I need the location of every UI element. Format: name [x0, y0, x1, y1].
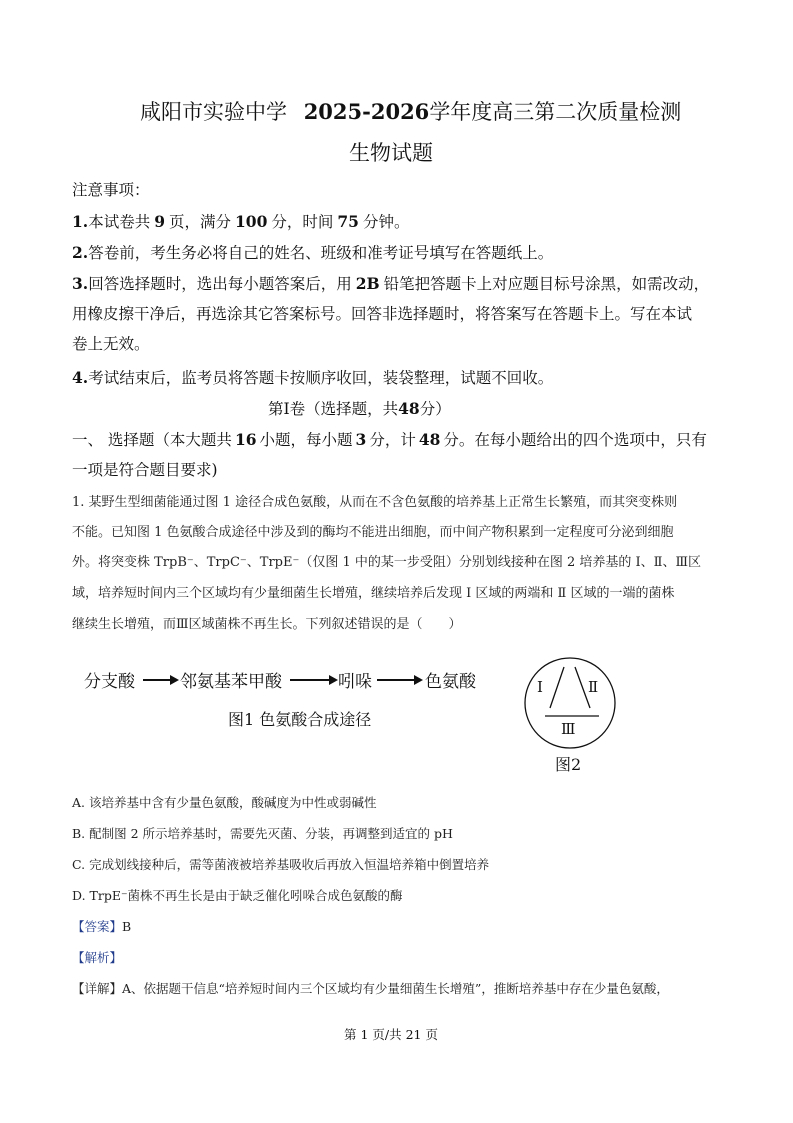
question-1-line-3: 外。将突变株 TrpB⁻、TrpC⁻、TrpE⁻（仅图 1 中的某一步受阻）分别划线接种在图 2 培养基的 Ⅰ、Ⅱ、Ⅲ区: [72, 555, 702, 570]
option-b: B. 配制图 2 所示培养基时，需要先灭菌、分装，再调整到适宜的 pH: [72, 826, 453, 841]
subject-title: 生物试题: [349, 141, 433, 165]
notice-item-4: 4.考试结束后，监考员将答题卡按顺序收回，装袋整理，试题不回收。: [72, 368, 554, 387]
section-instructions: 一、 选择题（本大题共 16 小题，每小题 3 分，计 48 分。在每小题给出的四个选项中，只有: [72, 430, 707, 449]
school-year: 2025-2026: [303, 99, 430, 124]
detail-text: A、依据题干信息“培养短时间内三个区域均有少量细菌生长增殖”，推断培养基中存在少量色氨酸，: [122, 981, 669, 996]
question-1-line-2: 不能。已知图 1 色氨酸合成途径中涉及到的酶均不能进出细胞，而中间产物积累到一定程度可分泌到细胞: [72, 525, 674, 540]
answer-line: [72, 917, 131, 935]
notice-heading: 注意事项：: [72, 181, 150, 199]
figure-2-petri-dish: [513, 650, 631, 750]
notice-item-1: 1.本试卷共 9 页，满分 100 分，时间 75 分钟。: [72, 212, 410, 231]
pathway-arrow-1-head: [170, 675, 179, 685]
pathway-step-4: 色氨酸: [425, 672, 476, 692]
page-footer: 第 1 页/共 21 页: [344, 1027, 438, 1042]
figure-2-caption: 图2: [555, 755, 582, 774]
notice-item-2: 2.答卷前，考生务必将自己的姓名、班级和准考证号填写在答题纸上。: [72, 243, 554, 262]
analysis-label: 【解析】: [72, 950, 123, 965]
zone-label-3: Ⅲ: [561, 720, 576, 738]
school-name: 咸阳市实验中学: [140, 100, 287, 124]
notice-item-3: 3.回答选择题时，选出每小题答案后，用 2B 铅笔把答题卡上对应题目标号涂黑，如需改动，: [72, 274, 710, 293]
section-instructions-line-2: 一项是符合题目要求): [72, 461, 218, 479]
notice-item-3-line-3: 卷上无效。: [72, 335, 150, 353]
pathway-arrow-3: [377, 679, 417, 681]
answer-value: B: [122, 919, 132, 934]
detail-label: 【详解】: [72, 981, 123, 996]
pathway-arrow-2: [290, 679, 332, 681]
zone-label-1: Ⅰ: [537, 678, 543, 696]
pathway-step-1: 分支酸: [84, 672, 135, 692]
question-1-line-5: 继续生长增殖，而Ⅲ区域菌株不再生长。下列叙述错误的是（ ）: [72, 617, 462, 632]
streak-zone-1: [550, 667, 564, 708]
figure-1-caption: 图1 色氨酸合成途径: [228, 710, 372, 729]
option-c: C. 完成划线接种后，需等菌液被培养基吸收后再放入恒温培养箱中倒置培养: [72, 857, 490, 872]
notice-item-3-line-2: 用橡皮擦干净后，再选涂其它答案标号。回答非选择题时，将答案写在答题卡上。写在本试: [72, 305, 693, 323]
detail-line: [72, 979, 669, 997]
question-1-line-4: 域，培养短时间内三个区域均有少量细菌生长增殖，继续培养后发现 Ⅰ 区域的两端和 Ⅱ 区域的一端的菌株: [72, 586, 675, 601]
pathway-step-3: 吲哚: [338, 672, 372, 692]
question-1-line-1: 1. 某野生型细菌能通过图 1 途径合成色氨酸，从而在不含色氨酸的培养基上正常生长繁殖，而其突变株则: [72, 495, 678, 510]
option-a: A. 该培养基中含有少量色氨酸，酸碱度为中性或弱碱性: [72, 795, 377, 810]
pathway-arrow-2-head: [329, 675, 338, 685]
pathway-step-2: 邻氨基苯甲酸: [180, 672, 282, 692]
pathway-arrow-3-head: [414, 675, 423, 685]
exam-name: 学年度高三第二次质量检测: [429, 100, 682, 124]
exam-title: [140, 96, 681, 126]
pathway-arrow-1: [143, 679, 173, 681]
answer-label: 【答案】: [72, 919, 123, 934]
option-d: D. TrpE⁻菌株不再生长是由于缺乏催化吲哚合成色氨酸的酶: [72, 888, 403, 903]
zone-label-2: Ⅱ: [588, 678, 599, 696]
part-heading: 第Ⅰ卷（选择题，共48分）: [268, 399, 451, 418]
